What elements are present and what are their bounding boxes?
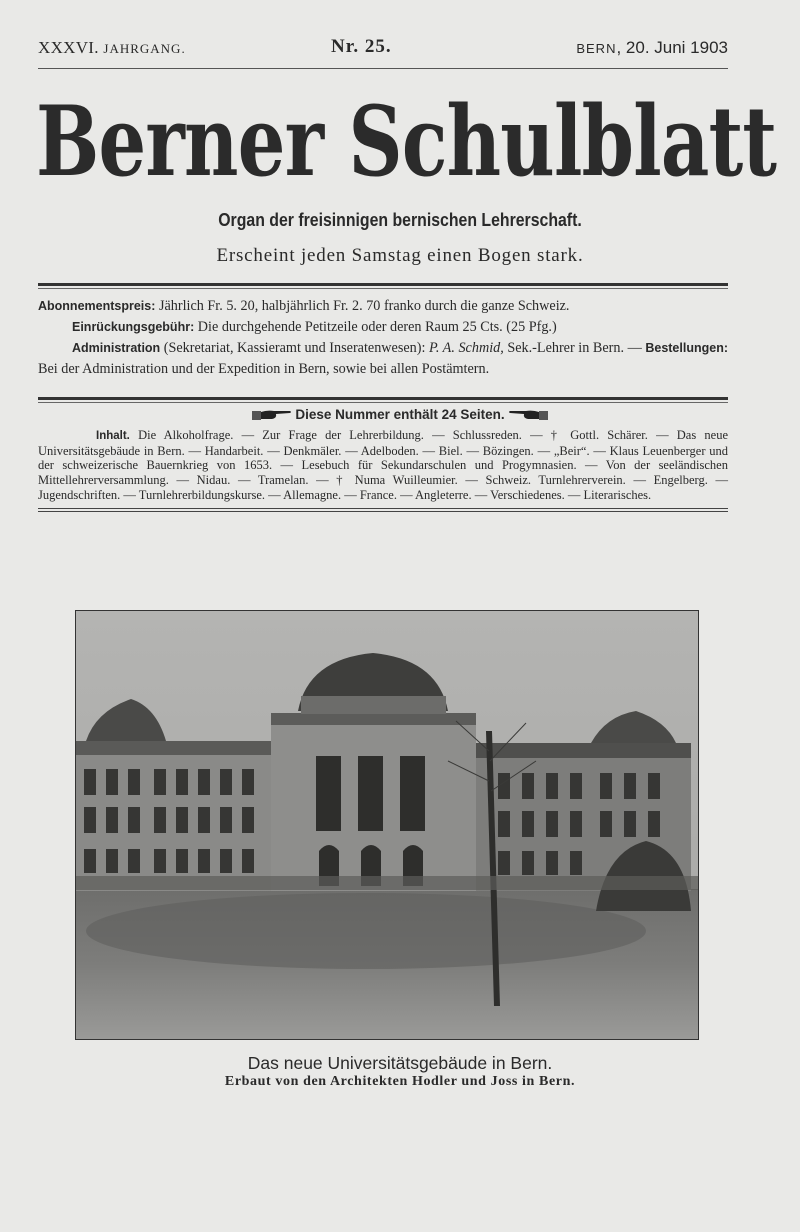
photo-caption: Das neue Universitätsgebäude in Bern. <box>247 1053 553 1073</box>
issue-number: Nr. 25. <box>331 36 392 57</box>
divider <box>38 283 728 289</box>
volume-label: XXXVI. JAHRGANG. <box>38 38 186 57</box>
table-of-contents: Inhalt. Die Alkoholfrage. — Zur Frage der Lehrerbildung. — Schlussreden. — † Gottl. Schärer. — Das neue Universitätsgebäude in Bern. — Handarbeit. — Denkmäler. — Adelboden. — Biel. — Bözingen. — „Beir“. — Klaus Leuenberger und der schweizerische Bauernkrieg von 1653. — Lesebuch für Sekundarschulen und Progymnasien. — Von der seeländischen Mittellehrerversammlung. — Nidau. — Tramelan. — † Numa Wuilleumier. — Schweiz. Turnlehrerverein. — Engelberg. — Jugendschriften. — Turnlehrerbildungskurse. — Allemagne. — France. — Angleterre. — Verschiedenes. — Literarisches. <box>38 428 728 502</box>
subscription-price: Abonnementspreis: Jährlich Fr. 5. 20, halbjährlich Fr. 2. 70 franko durch die ganze Schweiz. <box>38 298 570 314</box>
divider <box>38 397 728 403</box>
page-count-notice: Diese Nummer enthält 24 Seiten. <box>0 407 800 422</box>
pointing-hand-left-icon <box>508 408 548 422</box>
university-building-photo <box>75 610 699 1040</box>
building-illustration <box>76 611 698 1039</box>
issue-header <box>38 38 728 62</box>
publication-frequency: Erscheint jeden Samstag einen Bogen stark. <box>216 245 584 266</box>
photo-credit: Erbaut von den Architekten Hodler und Joss in Bern. <box>224 1074 576 1089</box>
masthead-subtitle: Organ der freisinnigen bernischen Lehrerschaft. <box>218 210 582 230</box>
issue-date: BERN, 20. Juni 1903 <box>576 38 728 57</box>
administration-info: Administration (Sekretariat, Kassieramt und Inseratenwesen): P. A. Schmid, Sek.-Lehrer in Bern. — Bestellungen: Bei der Administration und der Expedition in Bern, sowie bei allen Postämtern. <box>38 340 728 377</box>
subscription-info <box>38 296 728 380</box>
divider <box>38 68 728 69</box>
pointing-hand-right-icon <box>252 408 292 422</box>
divider <box>38 508 728 512</box>
masthead-title: Berner Schulblatt <box>36 85 777 198</box>
insertion-fee: Einrückungsgebühr: Die durchgehende Petitzeile oder deren Raum 25 Cts. (25 Pfg.) <box>72 319 557 335</box>
